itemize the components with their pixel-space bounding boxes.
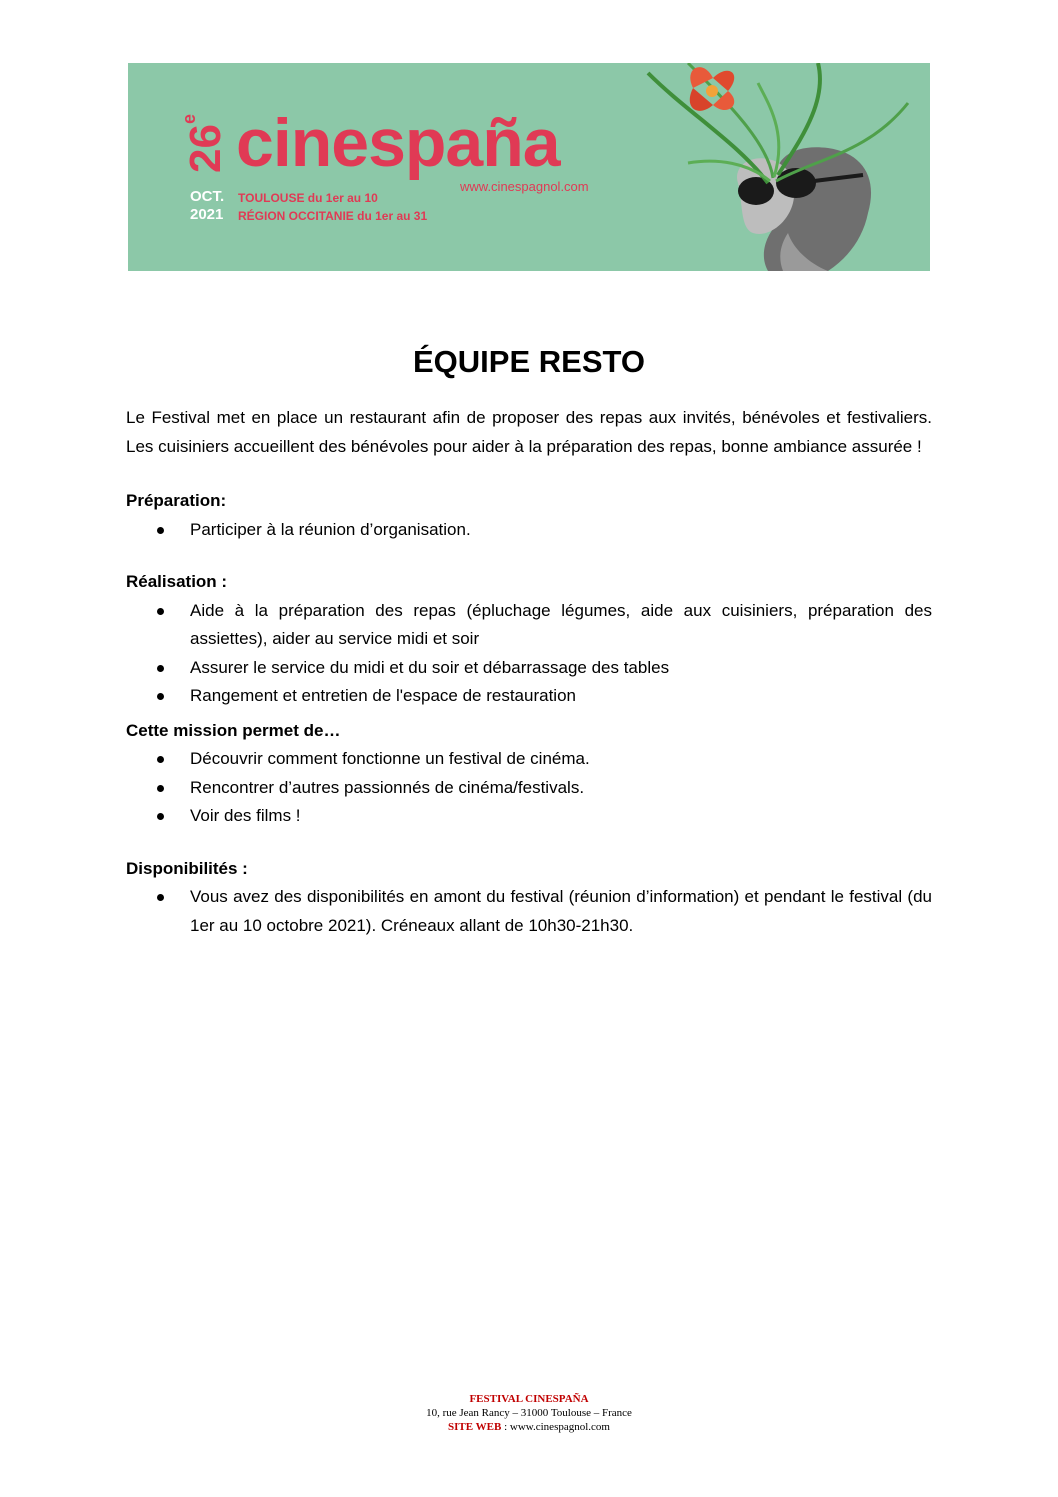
bullet-list	[126, 883, 932, 940]
lily-flower	[690, 67, 734, 111]
list-item: Rencontrer d’autres passionnés de cinéma/festivals.	[126, 774, 932, 803]
banner-festival-name: cinespaña	[236, 105, 560, 181]
bullet-list	[126, 597, 932, 711]
festival-banner	[128, 63, 930, 271]
document-body	[126, 404, 932, 940]
footer-festival-name: FESTIVAL CINESPAÑA	[469, 1393, 589, 1405]
banner-dates-toulouse: TOULOUSE du 1er au 10	[238, 191, 378, 205]
list-item: Participer à la réunion d’organisation.	[126, 516, 932, 545]
bullet-list	[126, 516, 932, 545]
list-item: Rangement et entretien de l'espace de restauration	[126, 682, 932, 711]
section-disponibilites	[126, 855, 932, 941]
page-title: ÉQUIPE RESTO	[413, 344, 645, 379]
bullet-icon	[157, 813, 164, 820]
section-preparation	[126, 487, 932, 544]
bullet-icon	[157, 894, 164, 901]
bullet-icon	[157, 665, 164, 672]
banner-month: OCT.	[190, 188, 225, 205]
bullet-icon	[157, 693, 164, 700]
section-heading: Réalisation :	[126, 572, 228, 591]
section-realisation	[126, 568, 932, 711]
list-item: Découvrir comment fonctionne un festival de cinéma.	[126, 745, 932, 774]
footer-website: SITE WEB : www.cinespagnol.com	[448, 1421, 610, 1433]
bullet-list	[126, 745, 932, 831]
list-item: Voir des films !	[126, 802, 932, 831]
banner-year: 2021	[190, 206, 224, 223]
page-footer	[0, 1392, 1058, 1434]
section-mission	[126, 717, 932, 831]
section-heading: Cette mission permet de…	[126, 720, 341, 740]
bullet-icon	[157, 756, 164, 763]
intro-paragraph: Le Festival met en place un restaurant afin de proposer des repas aux invités, bénévoles et festivaliers. Les cuisiniers accueillent des bénévoles pour aider à la préparation des repas, bonne ambiance assurée !	[126, 408, 932, 456]
banner-url: www.cinespagnol.com	[460, 179, 589, 194]
banner-dates-region: RÉGION OCCITANIE du 1er au 31	[238, 209, 428, 223]
list-item: Assurer le service du midi et du soir et débarrassage des tables	[126, 654, 932, 683]
footer-address: 10, rue Jean Rancy – 31000 Toulouse – France	[426, 1407, 632, 1419]
bullet-icon	[157, 608, 164, 615]
bullet-icon	[157, 785, 164, 792]
banner-edition: 26e	[179, 114, 230, 173]
footer-website-url[interactable]: www.cinespagnol.com	[509, 1421, 610, 1433]
list-item: Aide à la préparation des repas (épluchage légumes, aide aux cuisiniers, préparation des assiettes), aider au service midi et soir	[126, 597, 932, 654]
section-heading: Disponibilités :	[126, 858, 248, 878]
footer-website-label: SITE WEB	[448, 1421, 502, 1433]
list-item: Vous avez des disponibilités en amont du festival (réunion d’information) et pendant le festival (du 1er au 10 octobre 2021). Créneaux allant de 10h30-21h30.	[126, 883, 932, 940]
section-heading: Préparation:	[126, 491, 227, 510]
bullet-icon	[157, 527, 164, 534]
